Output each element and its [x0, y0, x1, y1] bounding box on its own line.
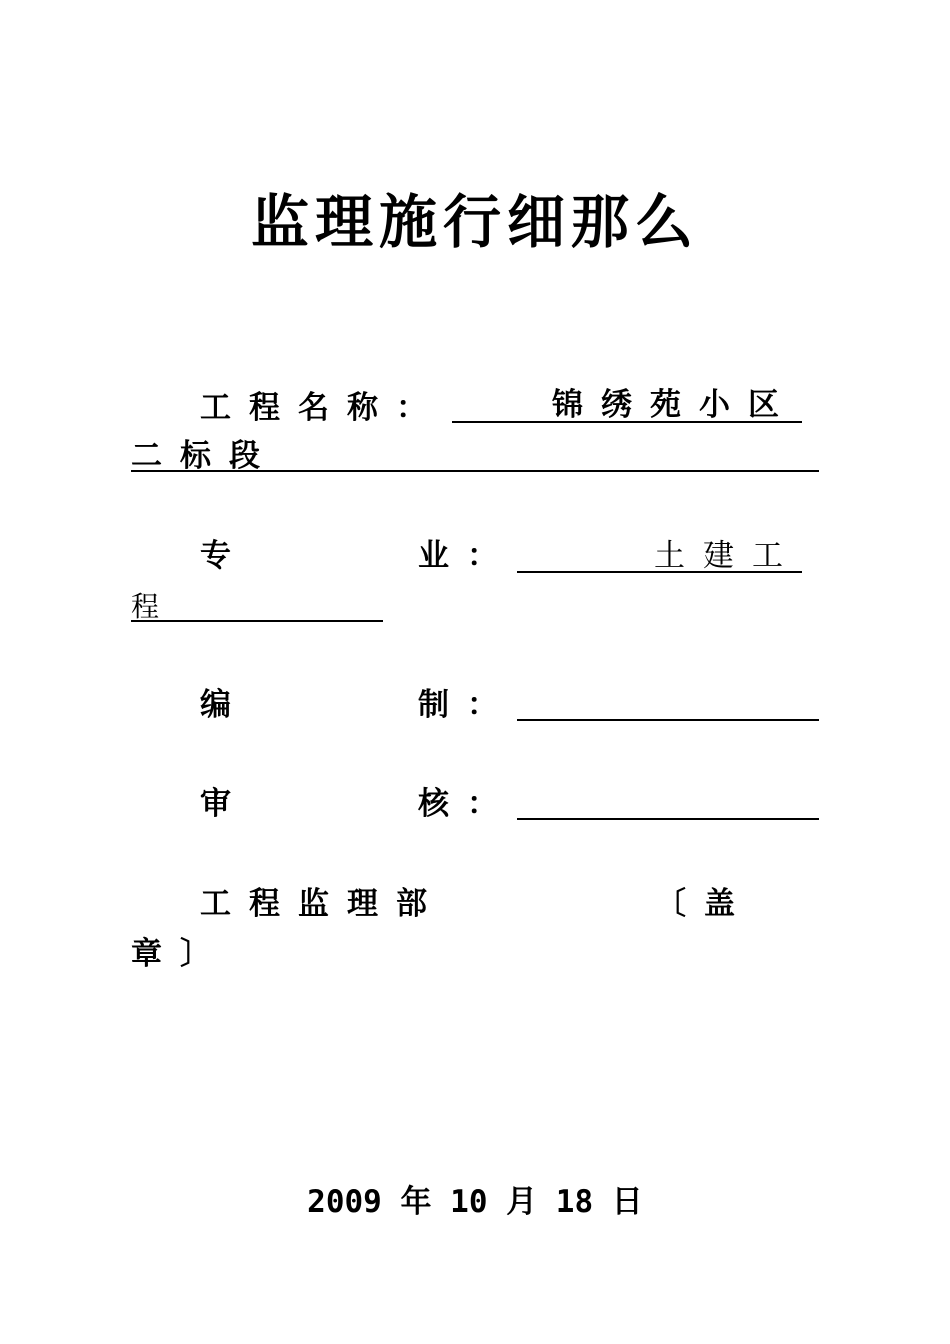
- reviewed-by-label-first: 审: [200, 786, 231, 822]
- reviewed-by-label-second: 核：: [418, 786, 516, 822]
- project-name-underline-2: [131, 470, 819, 472]
- project-name-value-line2: 二标段: [131, 438, 278, 474]
- specialty-label-second: 业：: [418, 538, 516, 574]
- compiled-by-label-second: 制：: [418, 687, 516, 723]
- compiled-by-label-first: 编: [200, 687, 231, 723]
- seal-note-line2: 章〕: [131, 936, 229, 972]
- project-name-underline-1: [452, 421, 802, 423]
- specialty-value-line2: 程: [131, 590, 160, 623]
- project-name-label: 工程名称：: [200, 390, 445, 426]
- specialty-underline-2: [131, 620, 383, 622]
- reviewed-by-underline: [517, 818, 819, 820]
- seal-note-line1: 〔盖: [655, 886, 753, 922]
- project-name-value-line1: 锦绣苑小区: [552, 387, 797, 423]
- specialty-value-line1: 土建工: [654, 538, 801, 574]
- document-title: 监理施行细那么: [250, 188, 699, 256]
- compiled-by-underline: [517, 719, 819, 721]
- specialty-underline-1: [517, 571, 802, 573]
- specialty-label-first: 专: [200, 538, 231, 574]
- document-date: 2009 年 10 月 18 日: [307, 1184, 643, 1220]
- department-label: 工程监理部: [200, 886, 445, 922]
